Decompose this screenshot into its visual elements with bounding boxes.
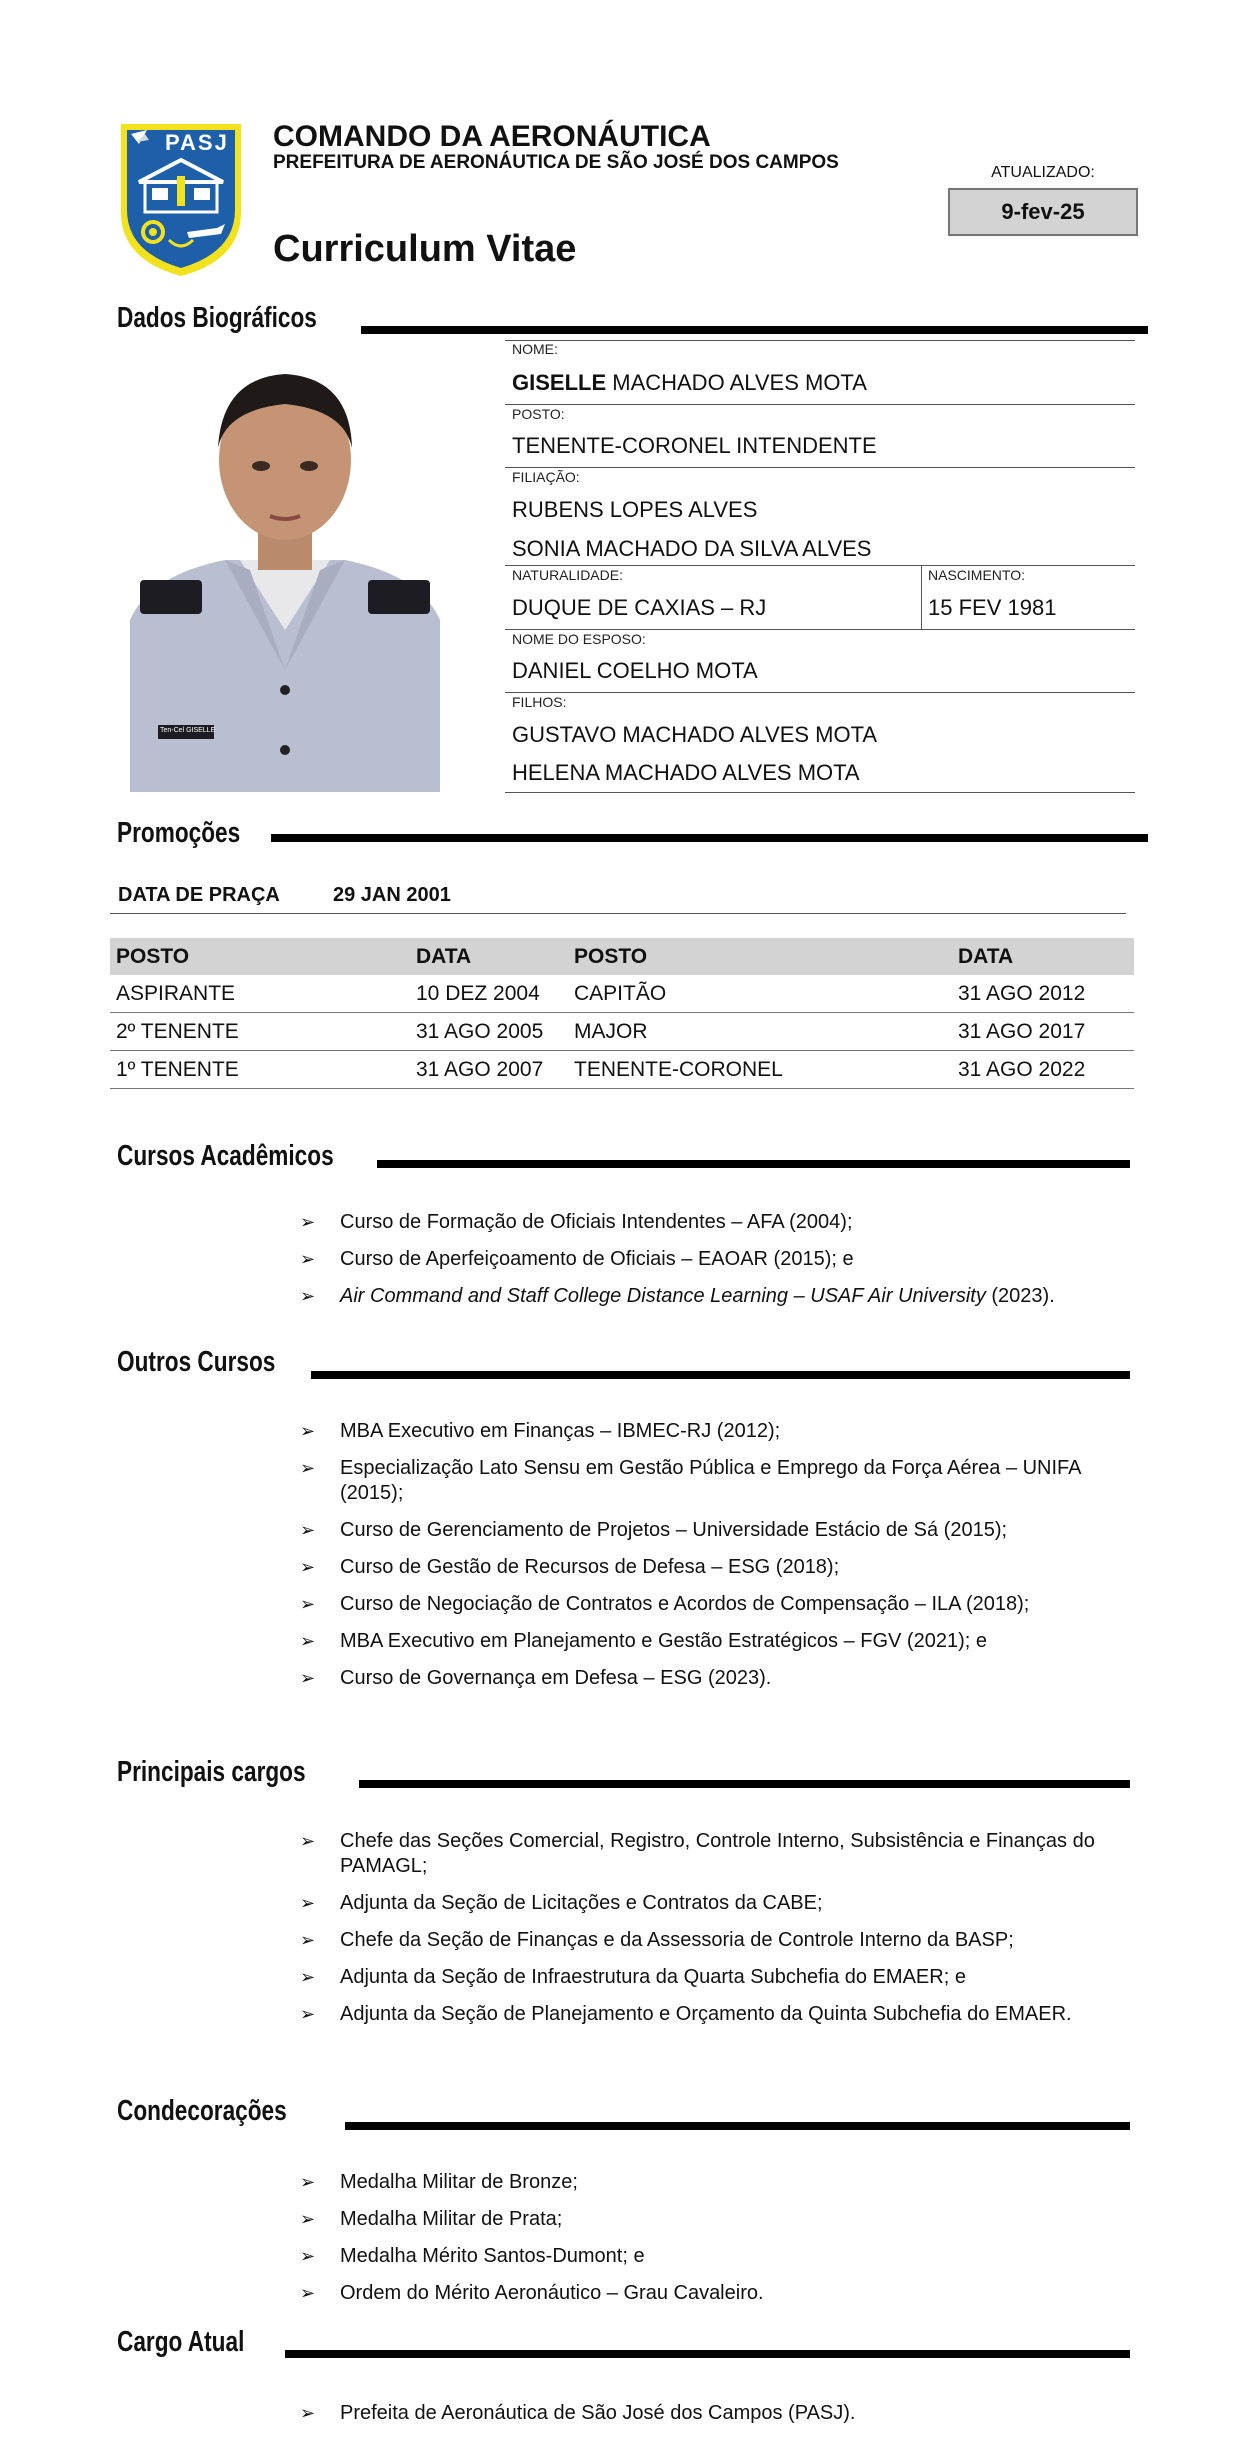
table-row [110, 1051, 1134, 1089]
list-item-text: (2023). [985, 1285, 1055, 1307]
list-item [300, 1666, 1130, 1691]
table-cell: TENENTE-CORONEL [568, 1051, 952, 1089]
field-rule [505, 340, 1135, 341]
bullet-arrow-icon: ➢ [300, 2209, 316, 2229]
name-label: NOME: [512, 341, 558, 357]
list-item-text: Prefeita de Aeronáutica de São José dos Campos (PASJ). [340, 2402, 856, 2424]
list-item-text: Medalha Militar de Bronze; [340, 2171, 578, 2193]
section-rule [271, 834, 1148, 842]
section-rule [361, 326, 1148, 334]
bullet-arrow-icon: ➢ [300, 1831, 316, 1851]
table-cell: 1º TENENTE [110, 1051, 410, 1089]
bullet-arrow-icon: ➢ [300, 2172, 316, 2192]
list-item-text: Curso de Negociação de Contratos e Acordos de Compensação – ILA (2018); [340, 1593, 1030, 1615]
list-item [300, 2244, 1130, 2269]
list-item-text: Especialização Lato Sensu em Gestão Pública e Emprego da Força Aérea – UNIFA (2015); [340, 1457, 1081, 1504]
list-item [300, 1829, 1130, 1879]
promotions-table [110, 938, 1134, 1089]
org-name: COMANDO DA AERONÁUTICA [273, 120, 711, 153]
decorations-list [300, 2170, 1130, 2306]
field-rule [505, 629, 1135, 630]
list-item-text: Adjunta da Seção de Infraestrutura da Quarta Subchefia do EMAER; e [340, 1966, 966, 1988]
table-cell: MAJOR [568, 1013, 952, 1051]
section-title-decorations: Condecorações [117, 2095, 287, 2127]
bullet-arrow-icon: ➢ [300, 1286, 316, 1306]
section-title-other-courses: Outros Cursos [117, 1346, 276, 1378]
list-item [300, 2170, 1130, 2195]
child-2: HELENA MACHADO ALVES MOTA [512, 760, 860, 785]
section-title-promotions: Promoções [117, 817, 241, 849]
name-value [512, 370, 867, 396]
bullet-arrow-icon: ➢ [300, 1249, 316, 1269]
field-rule [505, 565, 1135, 566]
bullet-arrow-icon: ➢ [300, 1668, 316, 1688]
list-item [300, 1965, 1130, 1990]
children-label: FILHOS: [512, 694, 567, 710]
list-item [300, 1555, 1130, 1580]
parents-label: FILIAÇÃO: [512, 469, 580, 485]
bullet-arrow-icon: ➢ [300, 1893, 316, 1913]
updated-label: ATUALIZADO: [991, 164, 1095, 181]
list-item-text: MBA Executivo em Planejamento e Gestão Estratégicos – FGV (2021); e [340, 1630, 987, 1652]
section-title-positions: Principais cargos [117, 1756, 306, 1788]
list-item [300, 2281, 1130, 2306]
table-cell: CAPITÃO [568, 975, 952, 1013]
bullet-arrow-icon: ➢ [300, 1421, 316, 1441]
list-item [300, 1629, 1130, 1654]
field-rule [505, 792, 1135, 793]
list-item-text: Adjunta da Seção de Planejamento e Orçamento da Quinta Subchefia do EMAER. [340, 2003, 1072, 2025]
enlist-date: 29 JAN 2001 [333, 884, 451, 906]
bullet-arrow-icon: ➢ [300, 1458, 316, 1478]
parent-1: RUBENS LOPES ALVES [512, 497, 758, 522]
table-cell: 31 AGO 2012 [952, 975, 1134, 1013]
list-item-text: Adjunta da Seção de Licitações e Contratos da CABE; [340, 1892, 823, 1914]
updated-date-box [948, 188, 1138, 236]
updated-date: 9-fev-25 [1001, 199, 1085, 224]
section-title-academic: Cursos Acadêmicos [117, 1140, 334, 1172]
profile-photo [130, 370, 440, 792]
section-rule [359, 1780, 1130, 1788]
table-cell: 31 AGO 2017 [952, 1013, 1134, 1051]
birth-value: 15 FEV 1981 [928, 595, 1057, 620]
bullet-arrow-icon: ➢ [300, 2403, 316, 2423]
table-header-row [110, 938, 1134, 975]
list-item [300, 2002, 1130, 2027]
enlist-rule [110, 913, 1126, 914]
list-item-text: Chefe das Seções Comercial, Registro, Controle Interno, Subsistência e Finanças do PAMAGL; [340, 1830, 1095, 1877]
photo-name-badge: Ten-Cel GISELLE [160, 727, 216, 734]
section-title-current: Cargo Atual [117, 2326, 245, 2358]
positions-list [300, 1829, 1130, 2027]
emblem-text: PASJ [165, 130, 229, 155]
bullet-arrow-icon: ➢ [300, 2004, 316, 2024]
list-item [300, 2401, 1130, 2426]
enlist-label: DATA DE PRAÇA [118, 884, 280, 906]
list-item [300, 1284, 1130, 1309]
field-rule [505, 692, 1135, 693]
list-item-text: Curso de Gestão de Recursos de Defesa – ESG (2018); [340, 1556, 840, 1578]
child-1: GUSTAVO MACHADO ALVES MOTA [512, 722, 878, 747]
bullet-arrow-icon: ➢ [300, 1212, 316, 1232]
list-item-text: Curso de Governança em Defesa – ESG (2023). [340, 1667, 772, 1689]
column-header: POSTO [568, 938, 952, 975]
list-item [300, 1456, 1130, 1506]
bullet-arrow-icon: ➢ [300, 1967, 316, 1987]
birth-label: NASCIMENTO: [928, 567, 1025, 583]
academic-list [300, 1210, 1130, 1309]
list-item-text: Ordem do Mérito Aeronáutico – Grau Cavaleiro. [340, 2282, 764, 2304]
section-rule [377, 1160, 1130, 1168]
list-item-text: MBA Executivo em Finanças – IBMEC-RJ (2012); [340, 1420, 781, 1442]
section-rule [311, 1371, 1130, 1379]
field-rule [505, 404, 1135, 405]
list-item-text-italic: Air Command and Staff College Distance Learning – USAF Air University [340, 1285, 986, 1307]
rank-value: TENENTE-CORONEL INTENDENTE [512, 433, 877, 458]
page-title: Curriculum Vitae [273, 228, 577, 270]
section-rule [345, 2122, 1130, 2130]
list-item [300, 1210, 1130, 1235]
table-row [110, 975, 1134, 1013]
pasj-emblem [117, 120, 245, 278]
field-divider [921, 565, 922, 629]
bullet-arrow-icon: ➢ [300, 2246, 316, 2266]
list-item-text: Curso de Gerenciamento de Projetos – Universidade Estácio de Sá (2015); [340, 1519, 1008, 1541]
org-subtitle: PREFEITURA DE AERONÁUTICA DE SÃO JOSÉ DOS CAMPOS [273, 152, 839, 173]
list-item-text: Medalha Militar de Prata; [340, 2208, 563, 2230]
list-item [300, 1518, 1130, 1543]
surname: MACHADO ALVES MOTA [606, 370, 867, 395]
bullet-arrow-icon: ➢ [300, 1520, 316, 1540]
table-cell: 10 DEZ 2004 [410, 975, 568, 1013]
table-cell: ASPIRANTE [110, 975, 410, 1013]
list-item-text: Curso de Formação de Oficiais Intendentes – AFA (2004); [340, 1211, 853, 1233]
column-header: DATA [410, 938, 568, 975]
rank-label: POSTO: [512, 406, 565, 422]
spouse-label: NOME DO ESPOSO: [512, 631, 646, 647]
column-header: POSTO [110, 938, 410, 975]
bullet-arrow-icon: ➢ [300, 1631, 316, 1651]
section-title-bio: Dados Biográficos [117, 302, 317, 334]
table-cell: 31 AGO 2022 [952, 1051, 1134, 1089]
field-rule [505, 467, 1135, 468]
list-item [300, 1928, 1130, 1953]
list-item-text: Chefe da Seção de Finanças e da Assessoria de Controle Interno da BASP; [340, 1929, 1014, 1951]
current-list [300, 2401, 1130, 2426]
list-item-text: Curso de Aperfeiçoamento de Oficiais – EAOAR (2015); e [340, 1248, 854, 1270]
first-name: GISELLE [512, 370, 607, 395]
column-header: DATA [952, 938, 1134, 975]
bullet-arrow-icon: ➢ [300, 1557, 316, 1577]
list-item [300, 1891, 1130, 1916]
list-item [300, 2207, 1130, 2232]
bullet-arrow-icon: ➢ [300, 2283, 316, 2303]
parent-2: SONIA MACHADO DA SILVA ALVES [512, 536, 872, 561]
table-row [110, 1013, 1134, 1051]
spouse-value: DANIEL COELHO MOTA [512, 658, 758, 683]
birthplace-value: DUQUE DE CAXIAS – RJ [512, 595, 767, 620]
list-item-text: Medalha Mérito Santos-Dumont; e [340, 2245, 645, 2267]
section-rule [285, 2350, 1130, 2358]
bullet-arrow-icon: ➢ [300, 1930, 316, 1950]
list-item [300, 1592, 1130, 1617]
other-courses-list [300, 1419, 1130, 1691]
list-item [300, 1247, 1130, 1272]
birthplace-label: NATURALIDADE: [512, 567, 623, 583]
table-cell: 31 AGO 2005 [410, 1013, 568, 1051]
list-item [300, 1419, 1130, 1444]
bullet-arrow-icon: ➢ [300, 1594, 316, 1614]
table-cell: 31 AGO 2007 [410, 1051, 568, 1089]
table-cell: 2º TENENTE [110, 1013, 410, 1051]
